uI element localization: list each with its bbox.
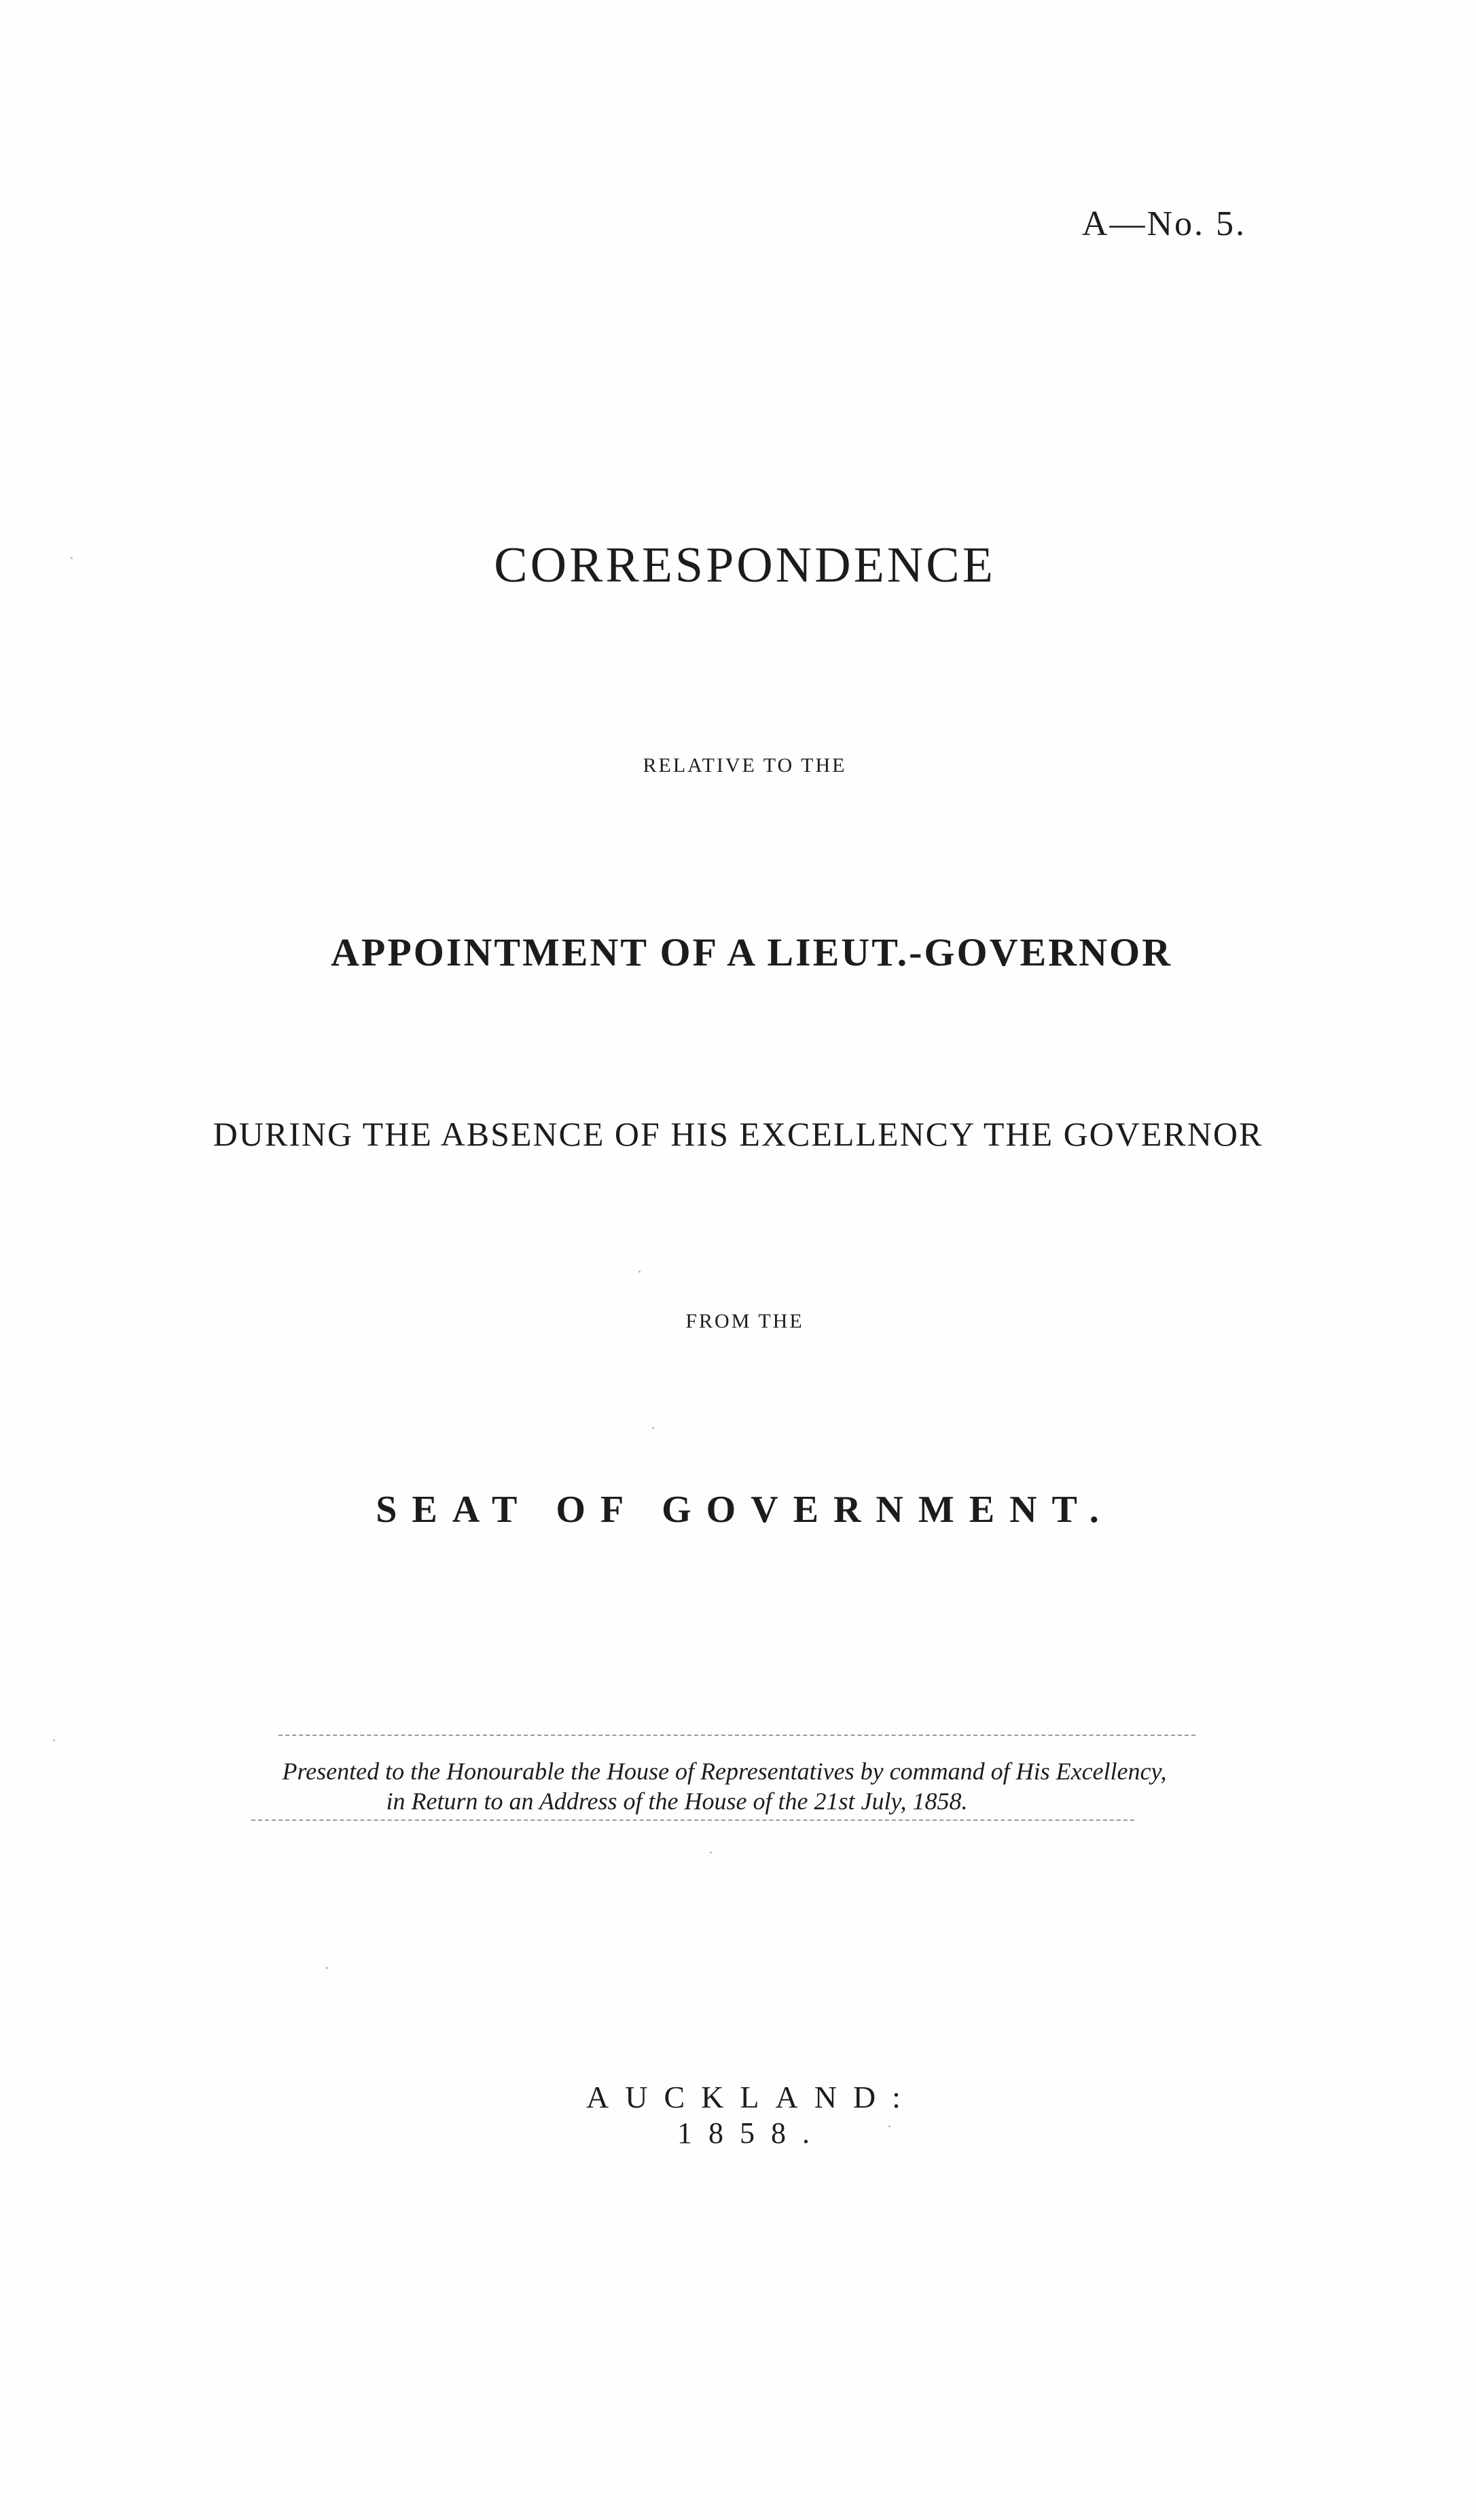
paper-speck [888,2125,890,2127]
paper-number: A—No. 5. [1081,205,1246,243]
top-divider-rule [278,1735,1195,1736]
place-of-publication: AUCKLAND: [586,2080,917,2114]
paper-speck [71,557,73,559]
relative-to-line: RELATIVE TO THE [643,754,847,777]
paper-speck [652,1427,654,1429]
from-the-line: FROM THE [685,1310,804,1332]
presentation-note-line-2: in Return to an Address of the House of the 21st July, 1858. [386,1788,968,1815]
bottom-divider-rule [251,1820,1134,1821]
paper-speck [326,1967,328,1969]
during-absence-line: DURING THE ABSENCE OF HIS EXCELLENCY THE GOVERNOR [213,1115,1263,1153]
paper-speck [638,1271,641,1273]
publication-year: 1858. [677,2116,826,2150]
paper-speck [53,1739,55,1741]
seat-of-government-heading: SEAT OF GOVERNMENT. [376,1489,1114,1531]
document-title: CORRESPONDENCE [494,537,996,593]
presentation-note-line-1: Presented to the Honourable the House of Representatives by command of His Excellency, [282,1758,1167,1785]
paper-speck [710,1851,712,1853]
appointment-heading: APPOINTMENT OF A LIEUT.-GOVERNOR [331,930,1172,974]
